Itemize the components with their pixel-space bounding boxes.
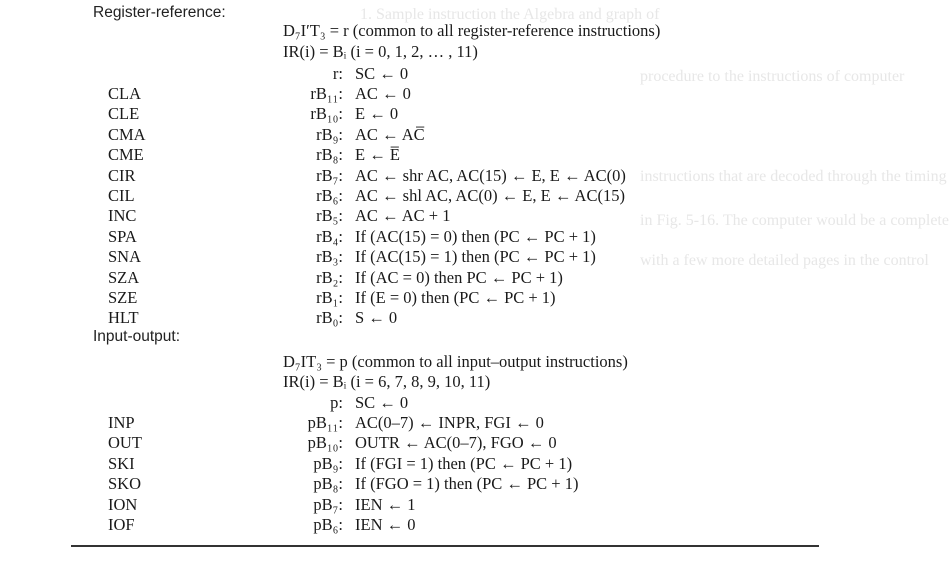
instruction-microoperation: If (AC = 0) then PC ← PC + 1) (355, 267, 563, 287)
instruction-microoperation: S ← 0 (355, 308, 398, 328)
instruction-mnemonic: OUT (108, 433, 142, 453)
instruction-microoperation: E ← 0 (355, 104, 399, 124)
instruction-mnemonic: INC (108, 206, 137, 226)
io-header-line-2: IR(i) = Bᵢ (i = 6, 7, 8, 9, 10, 11) (283, 372, 491, 391)
instruction-mnemonic: CMA (108, 124, 146, 144)
instruction-mnemonic: SKO (108, 474, 142, 494)
instruction-condition-label: pB₁₁: (307, 413, 343, 432)
instruction-condition-label: rB₇: (316, 165, 343, 185)
instruction-condition-label: rB₃: (316, 247, 343, 267)
instruction-mnemonic: HLT (108, 308, 139, 328)
instruction-condition-label: rB₁₀: (310, 104, 343, 124)
instruction-microoperation: If (AC(15) = 1) then (PC ← PC + 1) (355, 247, 596, 267)
instruction-microoperation: AC ← 0 (355, 84, 411, 103)
rr-header-line-2: IR(i) = Bᵢ (i = 0, 1, 2, … , 11) (283, 42, 478, 61)
instruction-microoperation: If (FGO = 1) then (PC ← PC + 1) (355, 474, 579, 494)
instruction-microoperation: E ← E̅ (355, 145, 400, 165)
instruction-mnemonic: SPA (108, 226, 137, 246)
instruction-condition-label: rB₉: (316, 124, 343, 144)
register-reference-heading: Register-reference: (93, 4, 226, 21)
instruction-mnemonic: ION (108, 494, 138, 514)
instruction-condition-label: pB₆: (313, 515, 343, 534)
instruction-microoperation: AC ← shr AC, AC(15) ← E, E ← AC(0) (355, 165, 626, 185)
io-common-action: SC ← 0 (355, 393, 409, 412)
input-output-heading: Input-output: (93, 328, 181, 345)
instruction-mnemonic: SZE (108, 288, 138, 307)
bleed-through-line: with a few more detailed pages in the control (640, 252, 929, 269)
instruction-condition-label: rB₁₁: (310, 84, 343, 103)
bleed-through-line: instructions that are decoded through the timing (640, 168, 947, 185)
instruction-microoperation: If (FGI = 1) then (PC ← PC + 1) (355, 453, 573, 473)
instruction-microoperation: IEN ← 0 (355, 515, 416, 534)
rr-common-label: r: (332, 64, 343, 83)
instruction-condition-label: rB₆: (316, 186, 343, 205)
io-header-line-1: D₇IT₃ = p (common to all input–output instructions) (283, 352, 628, 371)
instruction-condition-label: pB₁₀: (307, 433, 343, 453)
rr-header-line-1: D₇I′T₃ = r (common to all register-reference instructions) (283, 21, 661, 40)
instruction-mnemonic: IOF (108, 515, 135, 534)
instruction-mnemonic: CIL (108, 186, 135, 205)
instruction-condition-label: pB₈: (313, 474, 343, 494)
instruction-condition-label: rB₈: (316, 145, 343, 165)
instruction-mnemonic: CME (108, 145, 144, 165)
rr-common-action: SC ← 0 (355, 64, 409, 83)
instruction-microoperation: If (E = 0) then (PC ← PC + 1) (355, 288, 556, 307)
instruction-microoperation: AC ← shl AC, AC(0) ← E, E ← AC(15) (355, 186, 625, 205)
instruction-mnemonic: SZA (108, 267, 140, 287)
bleed-through-line: procedure to the instructions of computer (640, 68, 905, 85)
instruction-condition-label: rB₀: (316, 308, 343, 328)
instruction-condition-label: pB₇: (313, 494, 343, 514)
instruction-microoperation: OUTR ← AC(0–7), FGO ← 0 (355, 433, 557, 453)
instruction-mnemonic: SKI (108, 453, 135, 473)
instruction-condition-label: rB₁: (316, 288, 343, 307)
instruction-condition-label: rB₄: (316, 226, 343, 246)
instruction-condition-label: rB₅: (316, 206, 343, 226)
bleed-through-line: 1. Sample instruction the Algebra and graph of (360, 6, 660, 23)
bleed-through-line: in Fig. 5-16. The computer would be a complete (640, 212, 949, 229)
instruction-microoperation: IEN ← 1 (355, 494, 416, 514)
instruction-microoperation: If (AC(15) = 0) then (PC ← PC + 1) (355, 226, 596, 246)
instruction-mnemonic: SNA (108, 247, 142, 267)
instruction-condition-label: rB₂: (316, 267, 343, 287)
instruction-condition-label: pB₉: (313, 453, 343, 473)
instruction-mnemonic: CLA (108, 84, 141, 103)
instruction-microoperation: AC ← AC + 1 (355, 206, 451, 226)
io-common-label: p: (330, 393, 343, 412)
instruction-microoperation: AC(0–7) ← INPR, FGI ← 0 (355, 413, 544, 432)
instruction-microoperation: AC ← AC̅ (355, 124, 425, 144)
instruction-mnemonic: CLE (108, 104, 140, 124)
table-bottom-rule (71, 545, 819, 547)
instruction-mnemonic: INP (108, 413, 135, 432)
instruction-mnemonic: CIR (108, 165, 136, 185)
